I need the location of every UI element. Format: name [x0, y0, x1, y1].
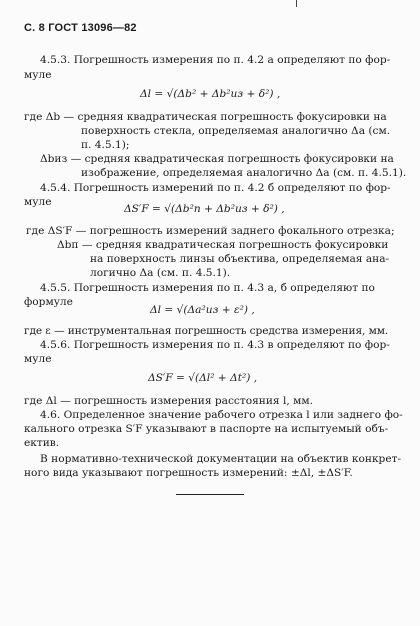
text-line: кального отрезка S′F указывают в паспорте на испытуемый объ-	[24, 423, 389, 435]
text-line: муле	[24, 353, 52, 365]
text-line: п. 4.5.1);	[81, 139, 130, 151]
text-line: муле	[24, 69, 52, 81]
text-line: В нормативно-технической документации на объектив конкрет-	[40, 453, 402, 465]
text-line: ектив.	[24, 437, 60, 449]
formula: Δl = √(Δb² + Δb²из + δ²) ,	[140, 88, 281, 100]
text-line: где ε — инструментальная погрешность средства измерения, мм.	[24, 325, 389, 337]
text-line: формуле	[24, 296, 73, 308]
text-line: где Δl — погрешность измерения расстояния l, мм.	[24, 395, 313, 407]
formula: ΔS′F = √(Δb²п + Δb²из + δ²) ,	[124, 203, 285, 215]
text-line: 4.6. Определенное значение рабочего отрезка l или заднего фо-	[40, 409, 403, 421]
text-line: 4.5.3. Погрешность измерения по п. 4.2 а определяют по фор-	[40, 54, 391, 66]
text-line: Δbиз — средняя квадратическая погрешность фокусировки на	[40, 153, 394, 165]
text-line: 4.5.4. Погрешность измерений по п. 4.2 б определяют по фор-	[40, 182, 391, 194]
text-line: на поверхность линзы объектива, определяемая ана-	[90, 253, 390, 265]
text-line: где ΔS′F — погрешность измерений заднего фокального отрезка;	[26, 225, 395, 237]
text-line: изображение, определяемая аналогично Δа (см. п. 4.5.1).	[81, 167, 407, 179]
text-line: логично Δа (см. п. 4.5.1).	[90, 267, 231, 279]
page-header: С. 8 ГОСТ 13096—82	[24, 22, 137, 34]
page-tick-mark	[296, 0, 297, 7]
formula: Δl = √(Δa²из + ε²) ,	[150, 304, 255, 316]
text-line: Δbп — средняя квадратическая погрешность фокусировки	[57, 239, 389, 251]
text-line: муле	[24, 196, 52, 208]
text-line: поверхность стекла, определяемая аналогично Δа (см.	[81, 125, 391, 137]
end-rule	[176, 494, 244, 495]
text-line: 4.5.5. Погрешность измерения по п. 4.3 а, б определяют по	[40, 282, 375, 294]
text-line: где Δb — средняя квадратическая погрешность фокусировки на	[24, 111, 387, 123]
formula: ΔS′F = √(Δl² + Δt²) ,	[148, 372, 258, 384]
text-line: 4.5.6. Погрешность измерения по п. 4.3 в определяют по фор-	[40, 339, 390, 351]
text-line: ного вида указывают погрешность измерений: ±Δl, ±ΔS′F.	[24, 467, 353, 479]
